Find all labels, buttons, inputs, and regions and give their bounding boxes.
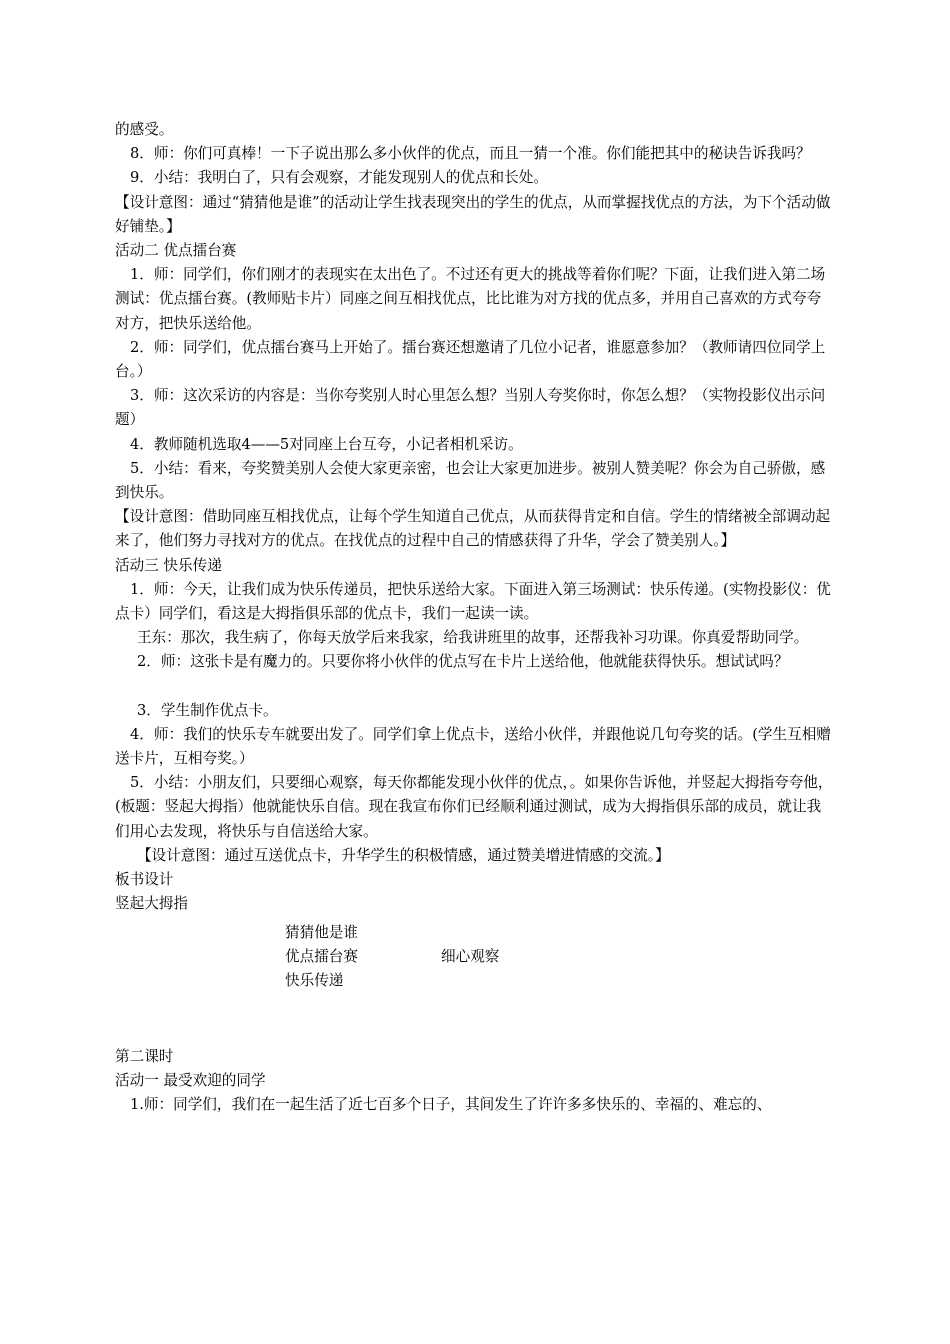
section-gap [115,1017,835,1045]
activity-2-heading: 活动二 优点擂台赛 [115,242,237,260]
board-title: 竖起大拇指 [115,895,188,913]
activity-3-step-5: 5．小结：小朋友们，只要细心观察，每天你都能发现小伙伴的优点，。如果你告诉他，并竖起大拇指夸夸他，(板题：竖起大拇指）他就能快乐自信。现在我宣布你们已经顺利通过测试，成为大拇指俱乐部的成员，就让我们用心去发现，将快乐与自信送给大家。 [115,774,833,840]
design-intent-1: 【设计意图：通过“猜猜他是谁”的活动让学生找表现突出的学生的优点，从而掌握找优点的方法，为下个活动做好铺垫。】 [115,193,831,235]
lesson-2-title: 第二课时 [115,1047,174,1065]
activity-3-step-1: 1．师：今天，让我们成为快乐传递员，把快乐送给大家。下面进入第三场测试：快乐传递。(实物投影仪：优点卡）同学们，看这是大拇指俱乐部的优点卡，我们一起读一读。 [115,580,831,623]
design-intent-2: 【设计意图：借助同座互相找优点，让每个学生知道自己优点，从而获得肯定和自信。学生的情绪被全部调动起来了，他们努力寻找对方的优点。在找优点的过程中自己的情感获得了升华，学会了赞美别人。】 [115,508,831,550]
activity-3-step-4: 4．师：我们的快乐专车就要出发了。同学们拿上优点卡，送给小伙伴，并跟他说几句夸奖的话。(学生互相赠送卡片，互相夸奖。） [115,725,831,768]
lesson-2-step-1: 1.师：同学们，我们在一起生活了近七百多个日子，其间发生了许许多多快乐的、幸福的、难忘的、 [130,1095,772,1113]
activity-2-step-3: 3．师：这次采访的内容是：当你夸奖别人时心里怎么想？当别人夸奖你时，你怎么想？（实物投影仪出示问题） [115,387,826,429]
paragraph-step-8: 8．师：你们可真棒！一下子说出那么多小伙伴的优点，而且一猜一个准。你们能把其中的秘诀告诉我吗？ [130,145,811,163]
board-item-pass-joy: 快乐传递 [285,971,344,989]
board-design-heading: 板书设计 [115,871,174,889]
activity-2-step-1: 1．师：同学们，你们刚才的表现实在太出色了。不过还有更大的挑战等着你们呢？下面，让我们进入第二场测试：优点擂台赛。(教师贴卡片）同座之间互相找优点，比比谁为对方找的优点多，并用自己喜欢的方式夸夸对方，把快乐送给他。 [115,266,826,332]
design-intent-3: 【设计意图：通过互送优点卡，升华学生的积极情感，通过赞美增进情感的交流。】 [137,846,670,864]
board-item-observe: 细心观察 [441,947,500,965]
paragraph-step-9: 9．小结：我明白了，只有会观察，才能发现别人的优点和长处。 [130,169,548,187]
activity-3-card-text: 王东：那次，我生病了，你每天放学后来我家，给我讲班里的故事，还帮我补习功课。你真爱帮助同学。 [137,629,809,647]
activity-2-step-2: 2．师：同学们，优点擂台赛马上开始了。擂台赛还想邀请了几位小记者，谁愿意参加？（教师请四位同学上台。） [115,338,826,381]
document-page [115,118,835,1117]
activity-3-heading: 活动三 快乐传递 [115,556,222,574]
paragraph-continuation: 的感受。 [115,121,174,138]
activity-2-step-5: 5．小结：看来，夸奖赞美别人会使大家更亲密，也会让大家更加进步。被别人赞美呢？你会为自己骄傲，感到快乐。 [115,459,826,502]
lesson-2-activity-heading: 活动一 最受欢迎的同学 [115,1071,266,1089]
activity-3-step-3: 3．学生制作优点卡。 [137,701,278,719]
board-layout [115,917,835,1017]
activity-3-step-2: 2．师：这张卡是有魔力的。只要你将小伙伴的优点写在卡片上送给他，他就能获得快乐。想试试吗？ [137,653,789,671]
activity-2-step-4: 4．教师随机选取4——5对同座上台互夸，小记者相机采访。 [130,435,523,453]
board-item-guess: 猜猜他是谁 [285,923,358,941]
board-item-contest: 优点擂台赛 [285,947,358,965]
